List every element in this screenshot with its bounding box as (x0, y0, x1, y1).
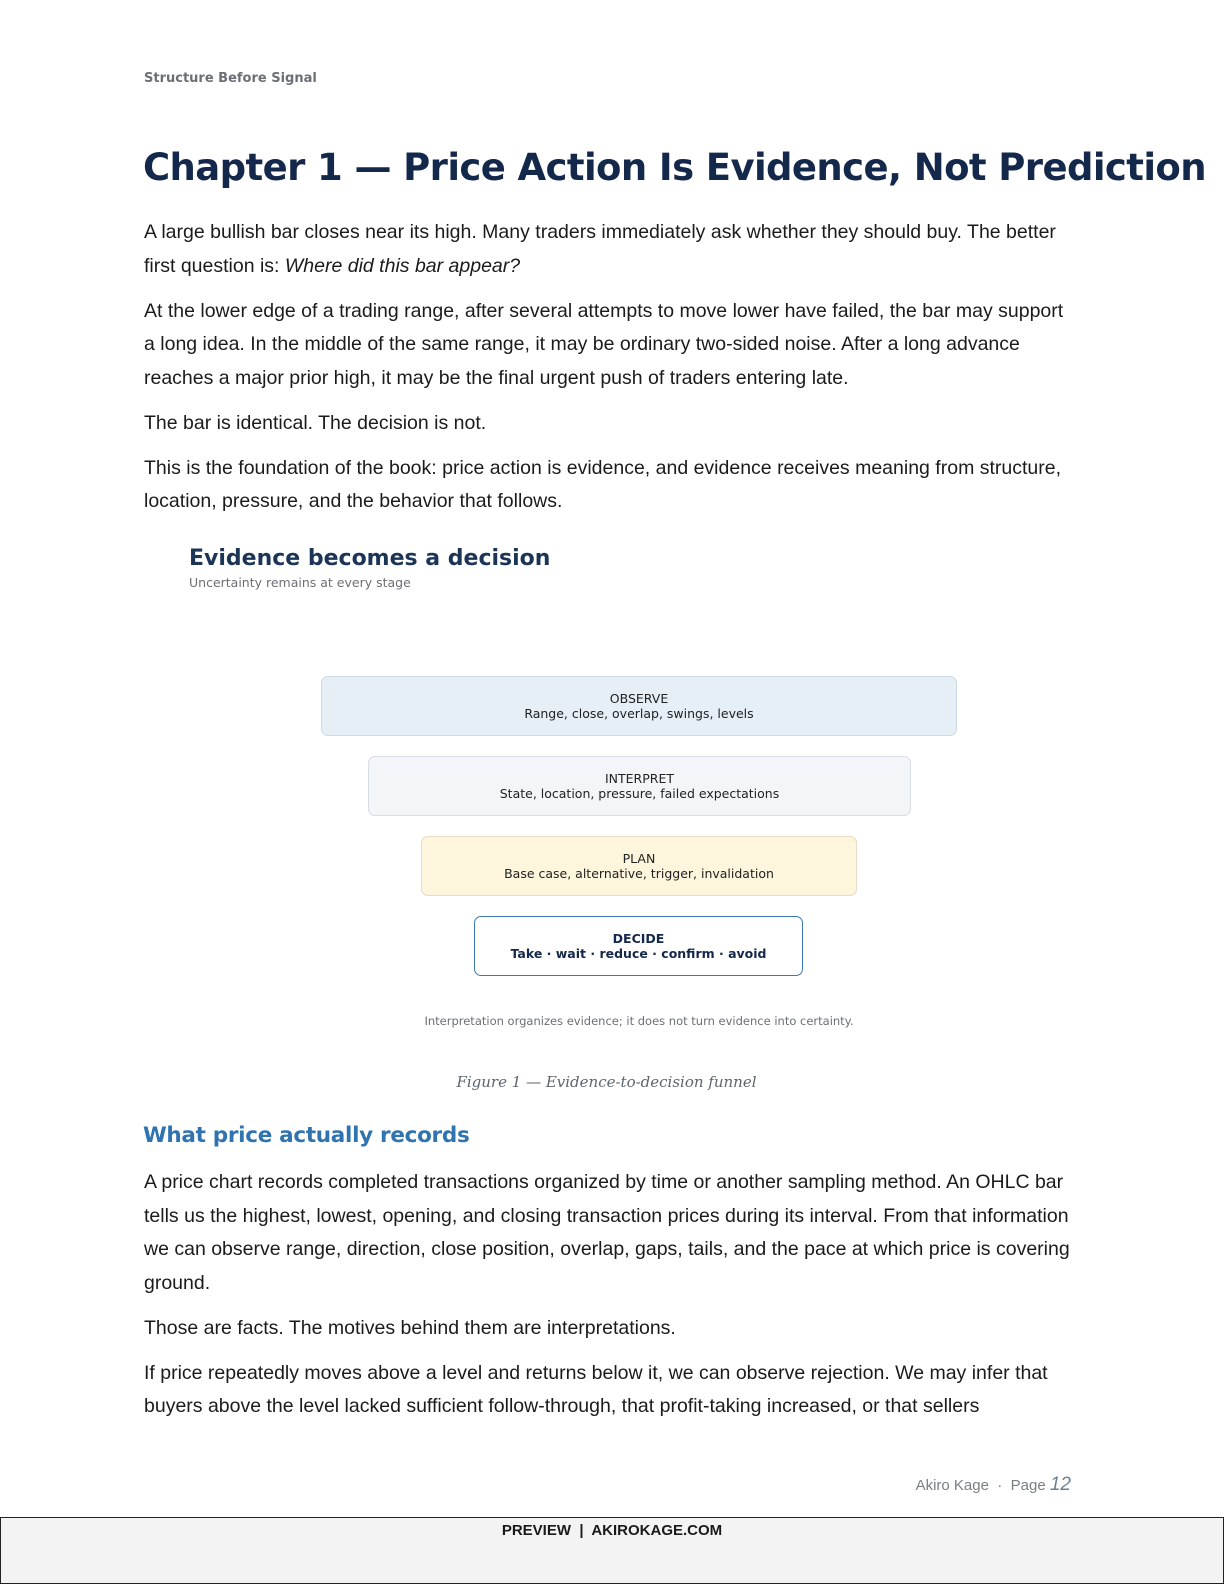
intro-paragraph-4: This is the foundation of the book: price action is evidence, and evidence receives meaning from structure, location, pressure, and the behavior that follows. (144, 456, 1062, 512)
intro-text (144, 216, 1074, 530)
author-name: Akiro Kage (915, 1477, 989, 1494)
figure-title: Evidence becomes a decision (189, 546, 551, 571)
page-footer (916, 1474, 1071, 1496)
figure-note: Interpretation organizes evidence; it does not turn evidence into certainty. (424, 1014, 854, 1028)
funnel-stage-decide (474, 916, 803, 976)
stage-label: PLAN (622, 850, 656, 866)
stage-description: State, location, pressure, failed expectations (499, 786, 780, 801)
footer-separator: · (997, 1477, 1003, 1494)
figure-subtitle: Uncertainty remains at every stage (189, 575, 411, 590)
section-text (144, 1166, 1074, 1435)
preview-banner (0, 1517, 1224, 1584)
intro-paragraph-1 (144, 216, 1074, 283)
funnel-stage-plan (421, 836, 857, 896)
funnel-stage-observe (321, 676, 957, 736)
page-number: 12 (1049, 1474, 1071, 1495)
stage-description: Base case, alternative, trigger, invalidation (504, 866, 774, 881)
section-paragraph-2: Those are facts. The motives behind them are interpretations. (144, 1316, 676, 1339)
chapter-title: Chapter 1 — Price Action Is Evidence, Not Prediction (143, 146, 1206, 189)
page-label: Page (1010, 1477, 1046, 1494)
section-heading: What price actually records (143, 1123, 470, 1148)
stage-description: Take · wait · reduce · confirm · avoid (510, 946, 767, 961)
preview-label: PREVIEW (501, 1522, 571, 1539)
section-paragraph-3: If price repeatedly moves above a level and returns below it, we can observe rejection. We may infer that buyers above the level lacked sufficient follow-through, that profit-taking increased, or that sellers (144, 1361, 1048, 1417)
preview-divider: | (579, 1522, 584, 1539)
stage-label: DECIDE (612, 930, 665, 946)
stage-label: OBSERVE (609, 690, 669, 706)
section-paragraph-1: A price chart records completed transactions organized by time or another sampling method. An OHLC bar tells us the highest, lowest, opening, and closing transaction prices during its interval. From that information we can observe range, direction, close position, overlap, gaps, tails, and the pace at which price is covering ground. (144, 1171, 1070, 1294)
preview-site-link[interactable]: AKIROKAGE.COM (591, 1522, 723, 1539)
running-header: Structure Before Signal (144, 71, 317, 86)
evidence-funnel-figure (144, 540, 1074, 1070)
stage-description: Range, close, overlap, swings, levels (524, 706, 754, 721)
stage-label: INTERPRET (604, 770, 674, 786)
intro-paragraph-1-emphasis: Where did this bar appear? (284, 254, 521, 277)
figure-caption: Figure 1 — Evidence-to-decision funnel (456, 1073, 757, 1091)
intro-paragraph-1-text: A large bullish bar closes near its high. Many traders immediately ask whether they should buy. The better first question is: (144, 221, 1056, 277)
intro-paragraph-3: The bar is identical. The decision is not. (144, 411, 487, 434)
intro-paragraph-2: At the lower edge of a trading range, after several attempts to move lower have failed, the bar may support a long idea. In the middle of the same range, it may be ordinary two-sided noise. After a long advance reaches a major prior high, it may be the final urgent push of traders entering late. (144, 299, 1064, 389)
funnel-stage-interpret (368, 756, 911, 816)
